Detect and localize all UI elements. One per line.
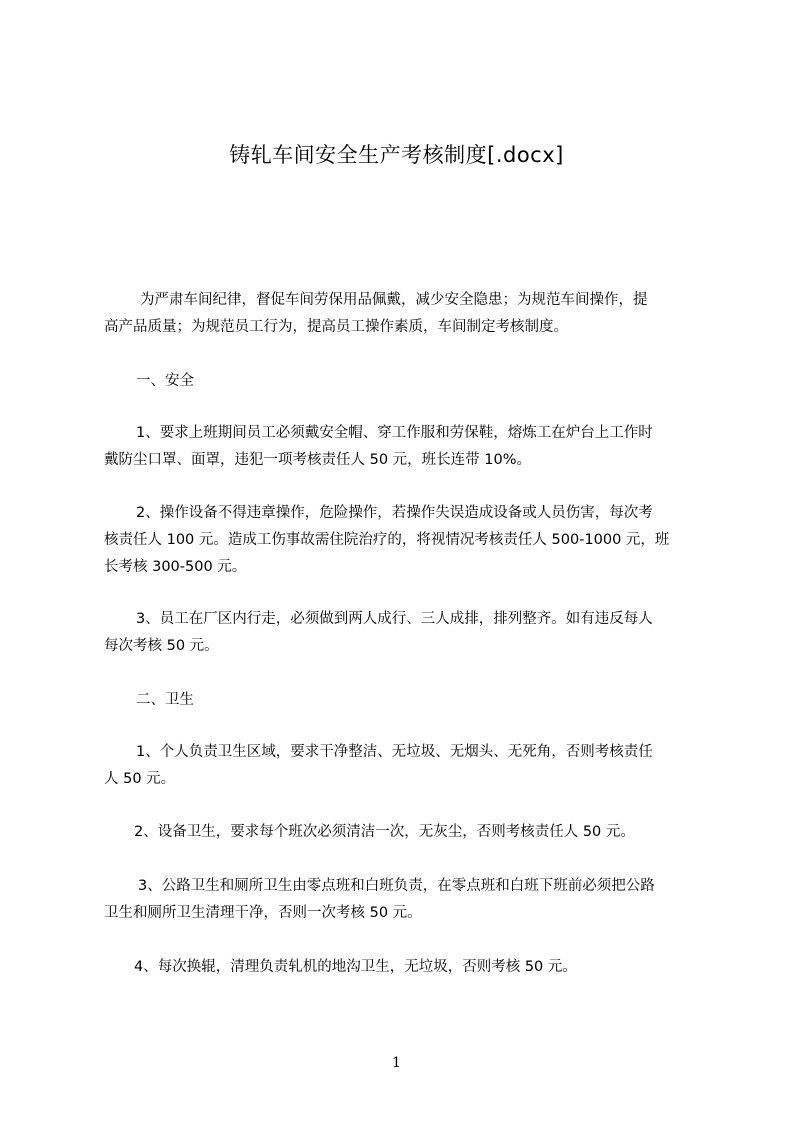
hygiene-item-2: [104, 819, 708, 846]
paragraph-line: 戴防尘口罩、面罩，违犯一项考核责任人 50 元，班长连带 10%。: [104, 452, 532, 468]
safety-item-1: [104, 420, 708, 474]
paragraph-line: 3、公路卫生和厕所卫生由零点班和白班负责，在零点班和白班下班前必须把公路: [138, 878, 655, 894]
paragraph-line: 人 50 元。: [104, 771, 176, 787]
section-heading-safety: 一、安全: [136, 373, 194, 389]
paragraph-line: 每次考核 50 元。: [104, 638, 219, 654]
intro-paragraph: [104, 287, 708, 341]
paragraph-line: 3、员工在厂区内行走，必须做到两人成行、三人成排，排列整齐。如有违反每人: [136, 611, 653, 627]
paragraph-line: 为严肃车间纪律，督促车间劳保用品佩戴，减少安全隐患；为规范车间操作，提: [140, 292, 648, 308]
section-heading-hygiene: 二、卫生: [136, 692, 194, 708]
paragraph-line: 4、每次换辊，清理负责轧机的地沟卫生，无垃圾，否则考核 50 元。: [134, 959, 577, 975]
paragraph-line: 长考核 300-500 元。: [104, 559, 247, 575]
hygiene-item-3: [104, 873, 708, 927]
safety-item-2: [104, 500, 708, 581]
hygiene-item-4: [104, 954, 708, 981]
paragraph-line: 核责任人 100 元。造成工伤事故需住院治疗的，将视情况考核责任人 500-1000 元，班: [104, 532, 670, 548]
hygiene-item-1: [104, 739, 708, 793]
document-title: 铸轧车间安全生产考核制度[.docx]: [229, 143, 564, 167]
paragraph-line: 1、要求上班期间员工必须戴安全帽、穿工作服和劳保鞋，熔炼工在炉台上工作时: [136, 425, 653, 441]
paragraph-line: 高产品质量；为规范员工行为，提高员工操作素质，车间制定考核制度。: [104, 319, 568, 335]
paragraph-line: 卫生和厕所卫生清理干净，否则一次考核 50 元。: [104, 905, 422, 921]
page-number: 1: [392, 1055, 401, 1071]
safety-item-3: [104, 606, 708, 660]
paragraph-line: 2、操作设备不得违章操作，危险操作，若操作失误造成设备或人员伤害，每次考: [136, 505, 653, 521]
paragraph-line: 1、个人负责卫生区域，要求干净整洁、无垃圾、无烟头、无死角，否则考核责任: [136, 744, 653, 760]
paragraph-line: 2、设备卫生，要求每个班次必须清洁一次，无灰尘，否则考核责任人 50 元。: [134, 824, 635, 840]
